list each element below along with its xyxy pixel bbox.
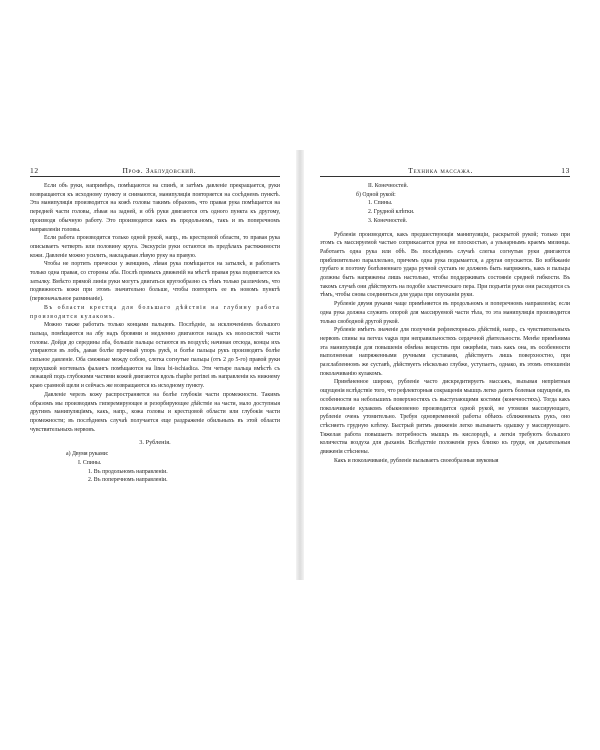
paragraph: Примѣненное широко, рубленіе часто дискредитируетъ массажъ, вызывая непріятныя ощущенія вслѣдствіе того, что рефлекторныя сокращенія мышцъ легко даютъ болевыя ощущенія, въ особенности на небольшихъ поверхностяхъ съ выступающими костями (конечностяхъ). Тогда какъ поколачиваніе кулакомъ обыкновенно производится одной рукой, не утомляя массирующаго, рубленіе очень утомительно. Требуя одновременной работы обѣихъ сближенныхъ рукъ, оно стѣсняетъ грудную клѣтку. Быстрый ритмъ движенія легко вызываетъ одышку у массирующаго. Тяжелая работа повышаетъ потребность мышцъ въ кислородѣ, а легкія требуютъ большого количества воздуха для дыханія. Вслѣдствіе положенія рукъ близко къ груди, ея дыхательныя движенія стѣснены. — [320, 379, 570, 456]
left-running-header — [30, 163, 280, 175]
outline-list — [30, 450, 280, 485]
paragraph: Какъ и поколачиваніе, рубленіе вызываетъ своеобразныя звуковыя — [334, 457, 499, 464]
running-head: Техника массажа. — [408, 166, 473, 175]
header-rule — [30, 176, 280, 177]
right-page — [300, 0, 600, 750]
outline-item: II. Конечностей. — [368, 183, 409, 189]
paragraph: Въ области крестца для большаго дѣйствія на глубину работа производится кулакомъ. — [30, 304, 280, 320]
outline-item: I. Спины. — [78, 459, 102, 466]
outline-item: 2. Грудной клѣтки. — [368, 209, 415, 216]
right-page-body — [320, 182, 570, 466]
section-title: 3. Рубленія. — [139, 439, 171, 447]
paragraph: Рубленіе двумя руками чаще примѣняется въ продольномъ и поперечномъ направленіи; если одна рука должна служить опорой для массируемой части тѣла, то эта манипуляція производится только свободной другой рукой. — [320, 301, 570, 325]
paragraph: Если работа производится только одной рукой, напр., въ крестцовой области, то правая рука описываетъ четверть или половину круга. Экскурсіи руки остаются въ предѣлахъ растяжимости кожи. Давленіе можно усилить, накладывая лѣвую руку на правую. — [30, 235, 280, 259]
paragraph: Чтобы не портить прически у женщинъ, лѣвая рука помѣщается на затылкѣ, и работаетъ только одна правая, со стороны лба. Послѣ прямыхъ движеній на мѣстѣ правая рука подвигается къ затылку. Вмѣсто прямой линіи руки могутъ двигаться кругообразно съ тѣмъ только различіемъ, что подвижность кожи при этомъ значительно больше, чтобы повторить ее въ новомъ пунктѣ (первоначальное разминаніе). — [30, 261, 280, 303]
paragraph: Можно также работать только концами пальцевъ. Послѣдніе, за исключеніемъ большого пальца, помѣщаются на лбу надъ бровями и медленно двигаются назадъ къ волосистой части головы. Дойдя до середины лба, большіе пальцы остаются въ воздухѣ; начиная отсюда, концы ихъ упираются въ лобъ, давая болѣе прочный упоръ рукѣ, и болѣе пальцы рукъ производятъ болѣе сильное давленіе. Оба смежные между собою, слегка согнутые пальцы (отъ 2 до 5-го) правой руки верхушкой ногтевыхъ фалангъ помѣщаются на linea bi-ischiadica. Эти четыре пальца вмѣстѣ съ лежащей подъ глубокими частями кожей двигаются вдоль rhaphe perinei въ направленіи къ нижнему краю срамной щели и сейчасъ же возвращаются къ исходному пункту. — [30, 322, 280, 390]
outline-list — [320, 182, 570, 226]
paragraph: Рубленія производятся, какъ предшествующія манипуляціи, раскрытой рукой; только при этомъ съ массируемой частью соприкасается рука не плоскостью, а ульнарнымъ краемъ мизинца. Работаетъ одна рука или обѣ. Въ послѣднемъ случаѣ слегка согнутыя руки двигаются приблизительно параллельно, причемъ одна рука подымается, а другая опускается. Во избѣжаніе грубаго и поэтому болѣзненнаго удара ручной суставъ не долженъ быть напряженъ, какъ и пальцы должны быть напряжены лишь настолько, чтобы поддерживать состояніе средней гибкости. Въ такомъ случаѣ они дѣйствуютъ на подобіе эластическаго пера. При подъятіи руки они расходятся съ тѣмъ, чтобы снова соединиться для удара при опусканіи руки. — [320, 231, 570, 299]
page-number: 13 — [561, 166, 570, 175]
outline-item: 3. Конечностей. — [368, 217, 408, 224]
header-rule — [320, 176, 570, 177]
running-head: Проф. Заблудовский. — [122, 166, 197, 175]
outline-item: а) Двумя руками: — [66, 451, 109, 458]
page-number: 12 — [30, 166, 39, 175]
outline-item: 1. Въ продольномъ направленіи. — [88, 468, 168, 475]
outline-item: 1. Спины. — [368, 200, 393, 207]
outline-item: б) Одной рукой: — [356, 191, 396, 198]
paragraph: Рубленіе имѣетъ значеніе для полученія рефлекторныхъ дѣйствій, напр., съ чувствительныхъ нервовъ спины на nervus vagus при неправильностяхъ сердечной дѣятельности. Менѣе примѣнима эта манипуляція для повышенія обмѣна веществъ при ожирѣніи, такъ какъ она, въ особенности выполненная напряженными ручными суставами, дѣйствуетъ лишь поверхностно, при разслабленномъ же суставѣ, дѣйствуетъ нѣсколько глубже, уступаетъ, однако, въ этомъ отношеніи поколачиванію кулакомъ. — [320, 327, 570, 377]
left-page-body — [30, 182, 280, 485]
right-running-header — [320, 163, 570, 175]
paragraph: Если объ руки, напримѣръ, помѣщаются на спинѣ, и затѣмъ давленіе прекращается, руки возвращаются къ исходному пункту и снимаются, манипуляція повторяется на сосѣднемъ пунктѣ. Эта манипуляція производится на кожѣ головы такимъ образомъ, что правая рука помѣщается на передней части головы, лѣвая на задней, и обѣ руки двигаются отъ одного пункта къ другому, производя обычную работу. Это производится какъ въ продольномъ, такъ и въ поперечномъ направленіи головы. — [30, 183, 280, 233]
outline-item: 2. Въ поперечномъ направленіи. — [88, 477, 168, 484]
paragraph: Давленіе черезъ кожу распространяется на болѣе глубокія части промежности. Такимъ образомъ мы производимъ гиперемирующее и резорбирующее дѣйствіе на части, мало доступныя другимъ манипуляціямъ, какъ, напр., кожа головы и крестцовой области или глубокія части промежности; въ послѣднемъ случаѣ получается еще раздраженіе обильныхъ въ этой области чувствительныхъ нервовъ. — [30, 391, 280, 433]
